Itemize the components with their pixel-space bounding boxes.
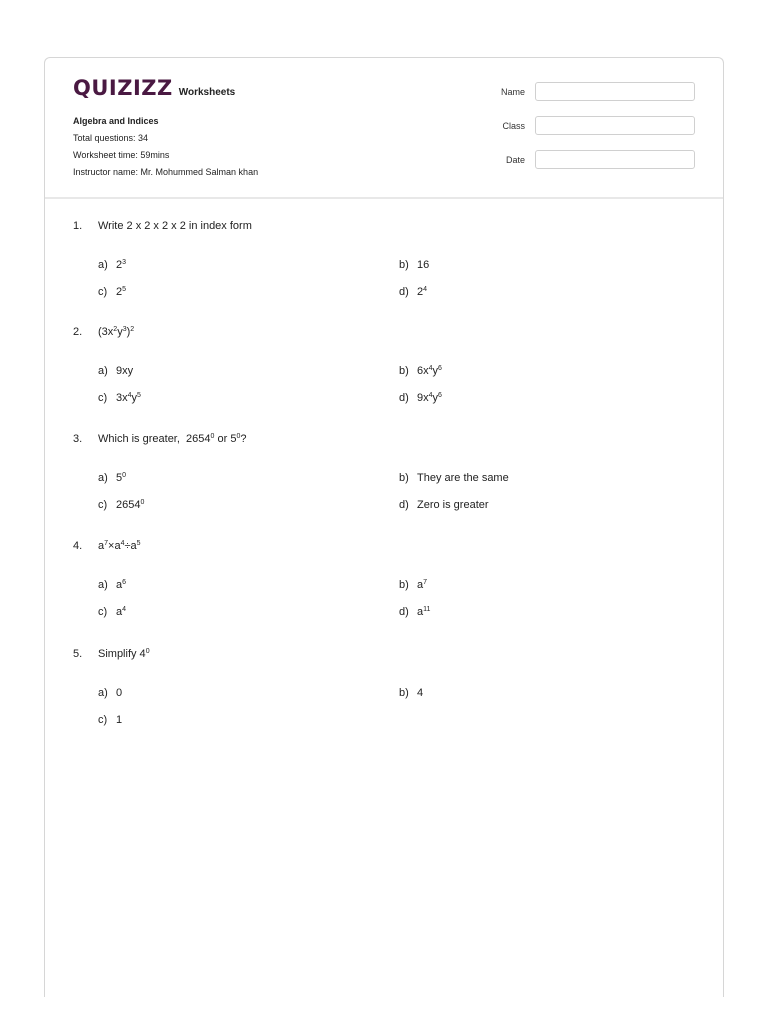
- question-number: 4.: [73, 540, 83, 552]
- option-letter: b): [399, 472, 409, 484]
- option-c[interactable]: [98, 714, 122, 726]
- option-d[interactable]: [399, 392, 442, 404]
- option-letter: c): [98, 392, 108, 404]
- question-text-line: [73, 433, 713, 445]
- option-d[interactable]: [399, 499, 489, 511]
- total-questions: Total questions: 34: [73, 133, 149, 143]
- question-text: Simplify $4^0$: [98, 648, 150, 660]
- option-letter: b): [399, 579, 409, 591]
- question-number: 5.: [73, 648, 83, 660]
- option-text: $a^7$: [417, 579, 428, 591]
- question-5: [73, 648, 713, 726]
- question-1: [73, 220, 713, 298]
- option-letter: c): [98, 714, 108, 726]
- question-text-line: [73, 648, 713, 660]
- logo-subtitle: Worksheets: [178, 87, 236, 98]
- option-c[interactable]: [98, 286, 126, 298]
- option-a[interactable]: [98, 579, 126, 591]
- option-letter: a): [98, 687, 108, 699]
- option-text: Zero is greater: [417, 499, 489, 511]
- option-b[interactable]: [399, 365, 442, 377]
- instructor-name: Instructor name: Mr. Mohummed Salman khan: [73, 167, 259, 177]
- option-b[interactable]: [399, 259, 429, 271]
- option-letter: a): [98, 579, 108, 591]
- option-text: They are the same: [417, 472, 509, 484]
- class-label: Class: [502, 120, 525, 131]
- question-text: $a^7\times a^4\div a^5$: [98, 540, 141, 552]
- question-number: 3.: [73, 433, 83, 445]
- option-text: $2^3$: [116, 259, 127, 271]
- option-letter: b): [399, 259, 409, 271]
- option-b[interactable]: [399, 687, 423, 699]
- question-text: Which is greater, 2654$^0$ or $5^0$?: [98, 433, 247, 445]
- worksheet-header: [45, 58, 723, 199]
- name-label: Name: [500, 86, 525, 97]
- option-letter: d): [399, 286, 409, 298]
- option-text: $a^{11}$: [417, 606, 431, 618]
- question-text-line: [73, 540, 713, 552]
- option-b[interactable]: [399, 472, 509, 484]
- option-letter: d): [399, 499, 409, 511]
- date-label: Date: [505, 154, 525, 165]
- student-fields: [501, 81, 695, 183]
- option-text: $3x^4y^5$: [116, 392, 141, 404]
- date-field-row: [501, 149, 695, 170]
- question-text: Write 2 x 2 x 2 x 2 in index form: [98, 220, 252, 232]
- question-2: [73, 326, 713, 404]
- option-text: $a^6$: [116, 579, 127, 591]
- option-letter: c): [98, 499, 108, 511]
- option-text: 0: [116, 687, 123, 699]
- class-field[interactable]: [535, 116, 695, 135]
- option-letter: a): [98, 472, 108, 484]
- option-c[interactable]: [98, 392, 141, 404]
- class-field-row: [501, 115, 695, 136]
- option-text: $2^5$: [116, 286, 127, 298]
- option-a[interactable]: [98, 365, 133, 377]
- option-c[interactable]: [98, 606, 126, 618]
- option-letter: a): [98, 259, 108, 271]
- question-text: $(3x^2y^3)^2$: [98, 326, 135, 338]
- name-field[interactable]: [535, 82, 695, 101]
- option-text: 9xy: [116, 365, 134, 377]
- option-a[interactable]: [98, 472, 126, 484]
- option-letter: b): [399, 687, 409, 699]
- option-text: 16: [417, 259, 430, 271]
- date-field[interactable]: [535, 150, 695, 169]
- option-a[interactable]: [98, 687, 122, 699]
- option-b[interactable]: [399, 579, 427, 591]
- option-letter: d): [399, 392, 409, 404]
- option-text: $9x^4y^6$: [417, 392, 442, 404]
- option-c[interactable]: [98, 499, 144, 511]
- question-4: [73, 540, 713, 618]
- option-letter: d): [399, 606, 409, 618]
- option-text: $2^4$: [417, 286, 428, 298]
- worksheet-time: Worksheet time: 59mins: [73, 150, 170, 160]
- option-letter: c): [98, 286, 108, 298]
- option-d[interactable]: [399, 286, 427, 298]
- worksheet-meta: [73, 113, 258, 181]
- question-number: 1.: [73, 220, 83, 232]
- option-text: $6x^4y^6$: [417, 365, 442, 377]
- question-text-line: [73, 326, 713, 338]
- worksheet-card: [44, 57, 724, 997]
- option-a[interactable]: [98, 259, 126, 271]
- option-text: 1: [116, 714, 123, 726]
- option-text: $a^4$: [116, 606, 127, 618]
- option-text: 2654$^0$: [116, 499, 145, 511]
- option-letter: c): [98, 606, 108, 618]
- quizizz-logo: [73, 76, 235, 100]
- option-d[interactable]: [399, 606, 430, 618]
- worksheet-title: Algebra and Indices: [73, 116, 159, 126]
- logo-wordmark: QUIZIZZ: [73, 76, 173, 100]
- question-text-line: [73, 220, 713, 232]
- name-field-row: [501, 81, 695, 102]
- question-number: 2.: [73, 326, 83, 338]
- question-3: [73, 433, 713, 511]
- option-text: $5^0$: [116, 472, 127, 484]
- option-letter: a): [98, 365, 108, 377]
- option-text: 4: [417, 687, 424, 699]
- option-letter: b): [399, 365, 409, 377]
